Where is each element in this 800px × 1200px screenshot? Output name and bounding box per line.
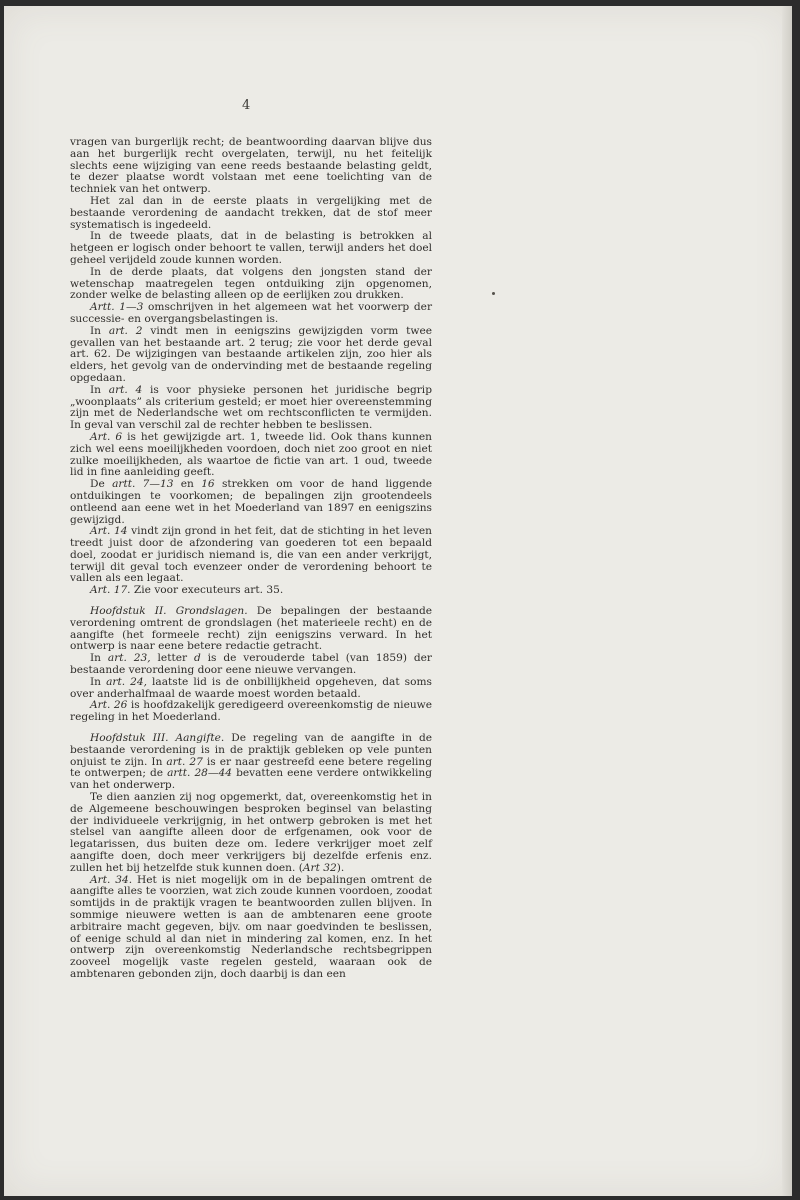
paragraph [70,653,432,677]
paragraph-text: Het is niet mogelijk om in de bepalingen omtrent de aangifte alles te voorzien, wat zich zoude kunnen voordoen, zoodat somtijds in de praktijk vragen te beantwoorden zullen blijven. In sommige nieuwere wetten is aan de ambtenaren eene groote arbitraire macht gegeven, bijv. om naar goedvinden te beslissen, of eenige schuld al dan niet in mindering zal komen, enz. In het ontwerp zijn overeenkomstig Nederlandsche rechtsbegrippen zooveel mogelijk vaste regelen gesteld, waaraan ook de ambtenaren gebonden zijn, doch daarbij is dan een [70,873,432,980]
article-reference: art. 2 [108,324,143,337]
paragraph-text: In [90,675,107,688]
article-reference: 16 [201,478,215,491]
paragraph-text: ). [336,861,345,874]
paragraph [70,231,432,266]
article-reference: Art 32 [302,861,337,874]
paragraph-text: is er naar gestreefd eene betere regeling te ontwerpen; de [70,755,432,780]
article-reference: artt. 7—13 [112,478,174,491]
paragraph-text: vindt zijn grond in het feit, dat de stichting in het leven treedt juist door de afzondering van goederen tot een bepaald doel, zoodat er juridisch niemand is, die van een ander verkrijgt, terwijl dit geval toch evenzeer onder de verordening behoort te vallen als een legaat. [70,525,433,585]
paragraph-text: In [90,383,109,396]
paragraph [70,479,432,526]
document-page [4,6,792,1196]
article-reference: Hoofdstuk III. Aangifte. [90,732,225,745]
article-reference: Art. 34. [90,873,133,886]
paragraph-text: Het zal dan in de eerste plaats in vergelijking met de bestaande verordening de aandacht trekken, dat de stof meer systematisch is ingedeeld. [70,194,432,231]
paragraph-text: is voor physieke personen het juridische begrip „woonplaats” als criterium gesteld; er moet hier overeenstemming zijn met de Nederlandsche wet om rechtsconflicten te vermijden. In geval van verschil zal de rechter hebben te beslissen. [70,383,432,432]
article-reference: art. 24, [106,675,147,688]
paragraph-text: laatste lid is de onbillijkheid opgeheven, dat soms over anderhalfmaal de waarde moest worden betaald. [70,675,432,700]
paragraph-text: In de derde plaats, dat volgens den jongsten stand der wetenschap maatregelen tegen ontduiking zijn opgenomen, zonder welke de belasting alleen op de eerlijken zou drukken. [70,265,432,302]
article-reference: Hoofdstuk II. Grondslagen. [90,605,248,618]
paragraph-text: De regeling van de aangifte in de bestaande verordening is in de praktijk gebleken op vele punten onjuist te zijn. In [70,732,432,768]
paragraph [70,326,432,385]
article-reference: art. 27 [166,755,203,768]
paragraph-text: In [90,324,109,337]
paragraph-text: In [90,652,108,665]
article-reference: art. 4 [108,383,143,396]
paragraph-text: strekken om voor de hand liggende ontduikingen te voorkomen; de bepalingen zijn grootendeels ontleend aan eene wet in het Moederland van 1897 en eenigszins gewijzigd. [70,478,432,526]
article-reference: Art. 6 [90,430,123,443]
paragraph [70,733,432,792]
paragraph-text: en [173,478,202,491]
paragraph [70,585,432,597]
paragraph-text: letter [150,652,194,665]
paragraph [70,677,432,701]
paragraph-text: Te dien aanzien zij nog opgemerkt, dat, overeenkomstig het in de Algemeene beschouwingen besproken beginsel van belasting der individueele verkrijgnig, in het ontwerp gebroken is met het stelsel van aangifte alleen door de erfgenamen, ook voor de legatarissen, dus buiten deze om. Iedere verkrijger moet zelf aangifte doen, doch meer verkrijgers bij dezelfde erfenis enz. zullen het bij hetzelfde stuk kunnen doen. ( [70,791,432,874]
article-reference: art. 23, [107,652,151,665]
paragraph-text: De [90,478,113,491]
article-reference: d [193,652,201,665]
paragraph [70,875,432,981]
paragraph-text: is het gewijzigde art. 1, tweede lid. Ook thans kunnen zich wel eens moeilijkheden voordoen, doch niet zoo groot en niet zulke moeilijkheden, als waartoe de fictie van art. 1 oud, tweede lid in fine aanleiding geeft. [70,430,432,479]
ink-speck [492,292,495,295]
paragraph [70,792,432,875]
paragraph-text: vragen van burgerlijk recht; de beantwoording daarvan blijve dus aan het burgerlijk recht overgelaten, terwijl, nu het feitelijk slechts eene wijziging van eene reeds bestaande belasting geldt, te dezer plaatse wordt volstaan met eene toelichting van de techniek van het ontwerp. [70,136,432,196]
page-number: 4 [242,98,251,113]
paragraph [70,526,432,585]
paragraph [70,606,432,653]
paragraph-text: omschrijven in het algemeen wat het voorwerp der successie- en overgangsbelastingen is. [70,301,433,325]
paragraph [70,137,432,196]
article-reference: artt. 28—44 [167,767,232,780]
paragraph [70,302,432,326]
article-reference: Art. 26 [90,699,128,712]
article-reference: Art. 14 [90,525,128,538]
paragraph-text: In de tweede plaats, dat in de belasting is betrokken al hetgeen er logisch onder behoort te vallen, terwijl anders het doel geheel verijdeld zoude kunnen worden. [70,230,432,266]
paragraph [70,385,432,432]
paragraph-text: bevatten eene verdere ontwikkeling van het onderwerp. [70,767,432,792]
paragraph-text: is de verouderde tabel (van 1859) der bestaande verordening door eene nieuwe vervangen. [70,652,432,677]
article-reference: Art. 17. [90,584,131,597]
paragraph [70,432,432,479]
page-edge [782,6,792,1196]
article-reference: Artt. 1—3 [90,301,144,314]
paragraph-text: is hoofdzakelijk geredigeerd overeenkomstig de nieuwe regeling in het Moederland. [70,699,432,724]
paragraph [70,700,432,724]
paragraph [70,196,432,231]
paragraph-text: Zie voor executeurs art. 35. [130,584,284,597]
paragraph-text: vindt men in eenigszins gewijzigden vorm twee gevallen van het bestaande art. 2 terug; zie voor het derde geval art. 62. De wijzigingen van bestaande artikelen zijn, zoo hier als elders, het gevolg van de ondervinding met de bestaande regeling opgedaan. [70,324,432,384]
paragraph [70,267,432,302]
paragraph-text: De bepalingen der bestaande verordening omtrent de grondslagen (het materieele recht) en de aangifte (het formeele recht) zijn eenigszins verward. In het ontwerp is naar eene betere redactie getracht. [70,605,432,653]
body-text [70,137,432,981]
